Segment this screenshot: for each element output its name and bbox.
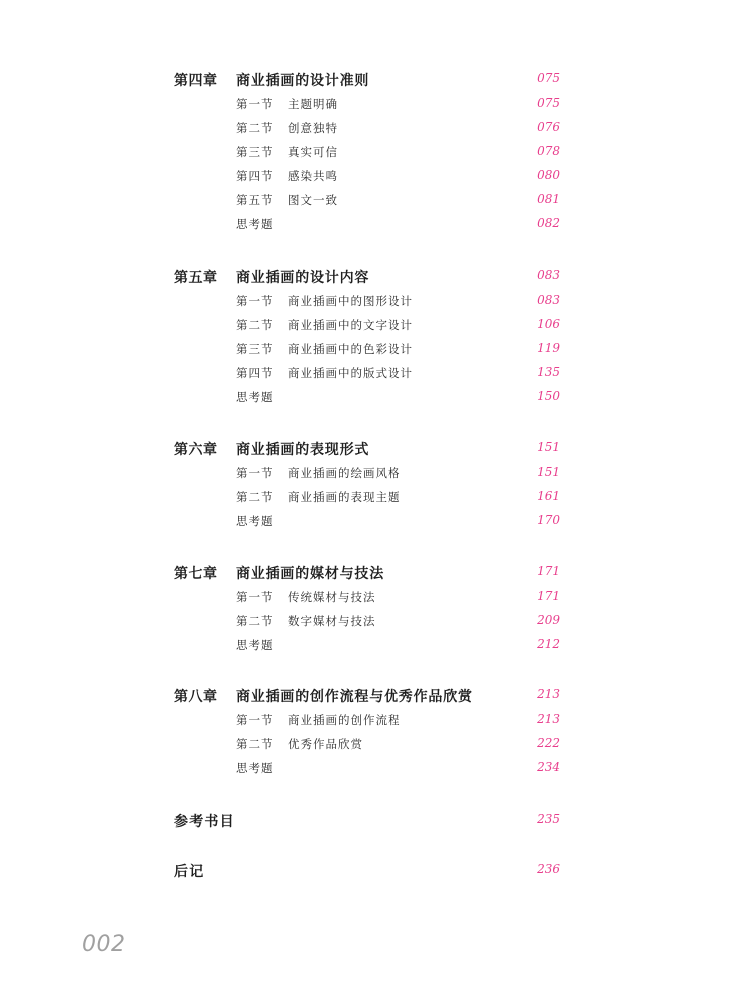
section-entry[interactable] (0, 316, 750, 340)
section-entry[interactable] (0, 167, 750, 191)
section-number: 第五节 (236, 193, 274, 207)
section-entry[interactable] (0, 364, 750, 388)
page-ref: 075 (537, 71, 560, 85)
section-entry[interactable] (0, 95, 750, 119)
section-number: 第三节 (236, 145, 274, 159)
section-number: 第一节 (236, 590, 274, 604)
review-questions-entry[interactable] (0, 512, 750, 536)
page-ref: 235 (537, 812, 560, 826)
section-entry[interactable] (0, 612, 750, 636)
section-title: 创意独特 (288, 121, 338, 135)
section-number: 第二节 (236, 614, 274, 628)
section-entry[interactable] (0, 464, 750, 488)
section-entry[interactable] (0, 143, 750, 167)
page-ref: 083 (537, 268, 560, 282)
review-questions-label: 思考题 (236, 761, 274, 775)
afterword-label: 后记 (174, 864, 205, 880)
section-number: 第一节 (236, 97, 274, 111)
section-number: 第一节 (236, 294, 274, 308)
page-ref: 083 (537, 293, 560, 307)
chapter-number: 第七章 (174, 566, 218, 582)
references-label: 参考书目 (174, 814, 235, 830)
section-number: 第一节 (236, 713, 274, 727)
section-number: 第一节 (236, 466, 274, 480)
section-entry[interactable] (0, 711, 750, 735)
section-title: 图文一致 (288, 193, 338, 207)
review-questions-label: 思考题 (236, 514, 274, 528)
page-ref: 222 (537, 736, 560, 750)
page-ref: 075 (537, 96, 560, 110)
page-ref: 082 (537, 216, 560, 230)
page-ref: 151 (537, 440, 560, 454)
section-entry[interactable] (0, 588, 750, 612)
section-number: 第二节 (236, 490, 274, 504)
page-ref: 234 (537, 760, 560, 774)
section-title: 商业插画的表现主题 (288, 490, 401, 504)
section-number: 第二节 (236, 121, 274, 135)
chapter-number: 第八章 (174, 689, 218, 705)
section-number: 第四节 (236, 366, 274, 380)
page-ref: 213 (537, 687, 560, 701)
chapter-title: 商业插画的创作流程与优秀作品欣赏 (236, 689, 473, 705)
page-ref: 213 (537, 712, 560, 726)
page-ref: 078 (537, 144, 560, 158)
page-ref: 106 (537, 317, 560, 331)
page-ref: 171 (537, 564, 560, 578)
section-number: 第三节 (236, 342, 274, 356)
section-entry[interactable] (0, 292, 750, 316)
review-questions-entry[interactable] (0, 215, 750, 239)
section-title: 商业插画中的图形设计 (288, 294, 413, 308)
chapter-7 (0, 563, 750, 660)
review-questions-label: 思考题 (236, 217, 274, 231)
page-ref: 135 (537, 365, 560, 379)
review-questions-entry[interactable] (0, 636, 750, 660)
page-ref: 080 (537, 168, 560, 182)
chapter-5 (0, 267, 750, 412)
section-number: 第二节 (236, 737, 274, 751)
page-ref: 119 (537, 341, 560, 355)
chapter-title: 商业插画的表现形式 (236, 442, 370, 458)
chapter-6 (0, 439, 750, 536)
review-questions-label: 思考题 (236, 638, 274, 652)
section-title: 数字媒材与技法 (288, 614, 376, 628)
chapter-title: 商业插画的设计内容 (236, 270, 370, 286)
section-entry[interactable] (0, 191, 750, 215)
references-entry[interactable] (0, 811, 750, 835)
section-title: 商业插画中的版式设计 (288, 366, 413, 380)
chapter-number: 第六章 (174, 442, 218, 458)
page-ref: 171 (537, 589, 560, 603)
page-ref: 076 (537, 120, 560, 134)
chapter-heading[interactable] (0, 439, 750, 464)
section-title: 真实可信 (288, 145, 338, 159)
section-entry[interactable] (0, 340, 750, 364)
afterword-entry[interactable] (0, 861, 750, 885)
section-title: 商业插画的绘画风格 (288, 466, 401, 480)
section-entry[interactable] (0, 119, 750, 143)
chapter-heading[interactable] (0, 563, 750, 588)
section-entry[interactable] (0, 735, 750, 759)
section-title: 商业插画中的文字设计 (288, 318, 413, 332)
chapter-number: 第四章 (174, 73, 218, 89)
review-questions-entry[interactable] (0, 388, 750, 412)
page-ref: 236 (537, 862, 560, 876)
page-number: 002 (82, 932, 126, 957)
section-title: 感染共鸣 (288, 169, 338, 183)
section-entry[interactable] (0, 488, 750, 512)
section-title: 商业插画的创作流程 (288, 713, 401, 727)
chapter-8 (0, 686, 750, 783)
review-questions-label: 思考题 (236, 390, 274, 404)
section-number: 第四节 (236, 169, 274, 183)
chapter-heading[interactable] (0, 70, 750, 95)
section-title: 优秀作品欣赏 (288, 737, 363, 751)
page-ref: 151 (537, 465, 560, 479)
page-ref: 081 (537, 192, 560, 206)
page-ref: 150 (537, 389, 560, 403)
chapter-number: 第五章 (174, 270, 218, 286)
section-title: 商业插画中的色彩设计 (288, 342, 413, 356)
chapter-4 (0, 70, 750, 239)
section-title: 主题明确 (288, 97, 338, 111)
page-ref: 170 (537, 513, 560, 527)
chapter-title: 商业插画的设计准则 (236, 73, 370, 89)
chapter-heading[interactable] (0, 267, 750, 292)
chapter-heading[interactable] (0, 686, 750, 711)
page-ref: 209 (537, 613, 560, 627)
chapter-title: 商业插画的媒材与技法 (236, 566, 384, 582)
page-ref: 212 (537, 637, 560, 651)
section-title: 传统媒材与技法 (288, 590, 376, 604)
page-ref: 161 (537, 489, 560, 503)
review-questions-entry[interactable] (0, 759, 750, 783)
section-number: 第二节 (236, 318, 274, 332)
